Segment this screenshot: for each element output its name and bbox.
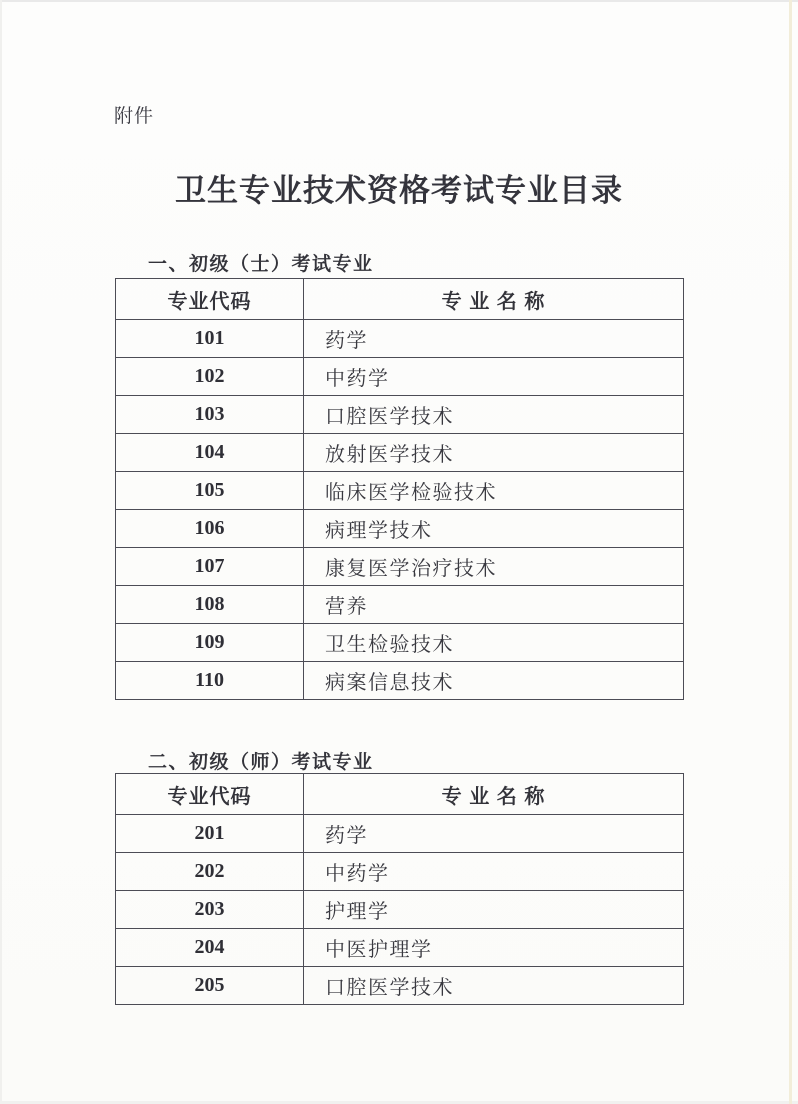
table-row [116,929,684,967]
major-name-cell: 口腔医学技术 [304,967,684,1005]
table-row [116,586,684,624]
majors-table-junior-shi-2 [115,773,684,1005]
major-name-cell: 中药学 [304,358,684,396]
scan-edge-left [0,0,2,1104]
table-row [116,967,684,1005]
column-header-major-name: 专 业 名 称 [304,279,684,320]
major-name-cell: 口腔医学技术 [304,396,684,434]
major-code-cell: 105 [116,472,304,510]
table-row [116,815,684,853]
major-code-cell: 110 [116,662,304,700]
table-row [116,472,684,510]
majors-table-junior-shi [115,278,684,700]
major-name-cell: 营养 [304,586,684,624]
major-code-cell: 205 [116,967,304,1005]
major-name-cell: 临床医学检验技术 [304,472,684,510]
scan-edge-top [0,0,798,2]
major-name-cell: 护理学 [304,891,684,929]
table-row [116,434,684,472]
table-row [116,624,684,662]
major-code-cell: 201 [116,815,304,853]
major-name-cell: 病理学技术 [304,510,684,548]
table-header-row [116,279,684,320]
major-code-cell: 203 [116,891,304,929]
table-row [116,662,684,700]
major-code-cell: 103 [116,396,304,434]
column-header-major-code: 专业代码 [116,774,304,815]
table-row [116,510,684,548]
major-code-cell: 108 [116,586,304,624]
major-code-cell: 202 [116,853,304,891]
major-name-cell: 中医护理学 [304,929,684,967]
major-code-cell: 102 [116,358,304,396]
table-row [116,396,684,434]
major-name-cell: 放射医学技术 [304,434,684,472]
attachment-label: 附件 [114,106,155,127]
section-heading-junior-shi-2: 二、初级（师）考试专业 [148,752,374,773]
major-name-cell: 康复医学治疗技术 [304,548,684,586]
major-code-cell: 109 [116,624,304,662]
table-header-row [116,774,684,815]
table-row [116,548,684,586]
column-header-major-name: 专 业 名 称 [304,774,684,815]
major-code-cell: 106 [116,510,304,548]
major-code-cell: 104 [116,434,304,472]
page-title: 卫生专业技术资格考试专业目录 [175,173,623,208]
major-code-cell: 204 [116,929,304,967]
section-heading-junior-shi: 一、初级（士）考试专业 [148,254,374,275]
scan-edge-right-strip [789,0,792,1104]
major-name-cell: 中药学 [304,853,684,891]
major-name-cell: 卫生检验技术 [304,624,684,662]
major-name-cell: 药学 [304,320,684,358]
table-row [116,853,684,891]
table-row [116,320,684,358]
major-code-cell: 107 [116,548,304,586]
column-header-major-code: 专业代码 [116,279,304,320]
major-name-cell: 病案信息技术 [304,662,684,700]
table-row [116,891,684,929]
major-code-cell: 101 [116,320,304,358]
table-row [116,358,684,396]
major-name-cell: 药学 [304,815,684,853]
